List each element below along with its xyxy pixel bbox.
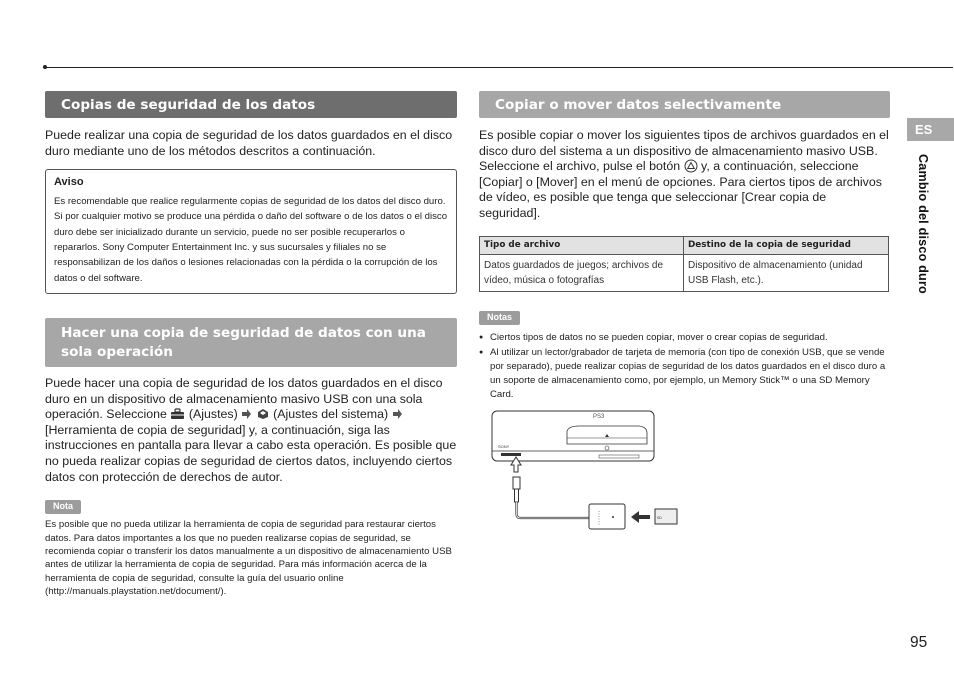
list-item: ● Ciertos tipos de datos no se pueden copiar, mover o crear copias de seguridad. [479,331,890,345]
note-block [45,496,457,598]
warning-title: Aviso [54,176,84,189]
warning-text: Es recomendable que realice regularmente copias de seguridad de los datos del disco duro. Si por cualquier motivo se produce una pérdida o daño del software o de los datos o el disco duro debe ser inicializado durante un servicio, puede no ser posible recuperarlos o repararlos. Sony Computer Entertainment Inc. y sus sucursales y filiales no se responsabilizan de los daños o lesiones relacionadas con la pérdida o la corrupción de los datos o del software. [54,196,448,284]
svg-text:SONY: SONY [498,444,510,449]
memory-card-illustration [655,509,677,524]
notes-list [479,331,890,402]
usb-cable-illustration [511,457,589,518]
single-op-text-1: Puede hacer una copia de seguridad de los datos guardados en el disco duro en un dispositivo de almacenamiento masivo USB con una sola operación. Seleccione [45,375,443,422]
copy-text-2: y, a continuación, seleccione [Copiar] o [Mover] en el menú de opciones. Para ciertos tipos de archivos de vídeo, es posible que tenga que seleccionar [Crear copia de seguridad]. [479,159,882,220]
ps-logo-icon [256,408,270,420]
header-rule [45,67,953,68]
copy-paragraph [479,128,890,222]
table-header-destination: Destino de la copia de seguridad [684,236,889,254]
table-row [480,254,889,291]
card-reader-illustration [589,504,625,529]
file-types-table [479,236,889,292]
copy-section-title: Copiar o mover datos selectivamente [479,91,890,118]
toolbox-icon [170,408,185,420]
table-cell-file-type: Datos guardados de juegos; archivos de vídeo, música o fotografías [480,254,684,291]
insert-arrow-icon [631,511,650,523]
svg-text:SD: SD [657,516,662,520]
chapter-title: Cambio del disco duro [916,154,930,294]
table-cell-destination: Dispositivo de almacenamiento (unidad USB Flash, etc.). [684,254,889,291]
right-column [479,91,890,403]
ps3-console-illustration [492,411,654,461]
single-op-text-4: [Herramienta de copia de seguridad] y, a continuación, siga las instrucciones en pantalla para llevar a cabo esta operación. Es posible que no pueda realizar copias de seguridad de ciertos datos, incluyendo ciertos datos con protección de derechos de autor. [45,422,457,484]
list-item: ● Al utilizar un lector/grabador de tarjeta de memoria (con tipo de conexión USB, que se vende por separado), puede realizar copias de seguridad de los datos guardados en el disco duro a un soporte de almacenamiento como, por ejemplo, un Memory Stick™ o una SD Memory Card. [479,346,890,402]
note-label: Nota [45,500,81,514]
note-text: Es posible que no pueda utilizar la herramienta de copia de seguridad para restaurar ciertos datos. Para datos importantes a los que no pueden realizarse copias de seguridad, se recomienda copiar o transferir los datos manualmente a un dispositivo de almacenamiento USB antes de utilizar la herramienta de copia de seguridad. Para más información acerca de la herramienta de copia de seguridad, consulte la guía del usuario online (http://manuals.playstation.net/document/). [45,519,452,598]
backup-section-title: Copias de seguridad de los datos [45,91,457,118]
ps3-card-reader-illustration [489,407,689,532]
table-header-file-type: Tipo de archivo [480,236,684,254]
single-op-section-title: Hacer una copia de seguridad de datos con una sola operación [45,318,457,367]
right-arrow-icon [241,408,252,420]
single-op-paragraph [45,376,457,485]
copy-text-1: Es posible copiar o mover los siguientes tipos de archivos guardados en el disco duro del sistema a un dispositivo de almacenamiento masivo USB. Seleccione el archivo, pulse el botón [479,128,889,174]
left-column [45,91,457,599]
warning-box [45,169,457,294]
page-number: 95 [910,634,928,651]
svg-text:PS3: PS3 [593,414,605,420]
table-header-row [480,236,889,254]
language-tab: ES [907,118,954,141]
backup-intro: Puede realizar una copia de seguridad de los datos guardados en el disco duro mediante uno de los métodos descritos a continuación. [45,128,453,158]
single-op-text-3: (Ajustes del sistema) [273,407,389,422]
single-op-text-2: (Ajustes) [188,407,238,422]
triangle-button-icon [684,159,698,173]
notes-label: Notas [479,311,520,325]
notes-block [479,307,890,402]
right-arrow-icon [392,408,403,420]
